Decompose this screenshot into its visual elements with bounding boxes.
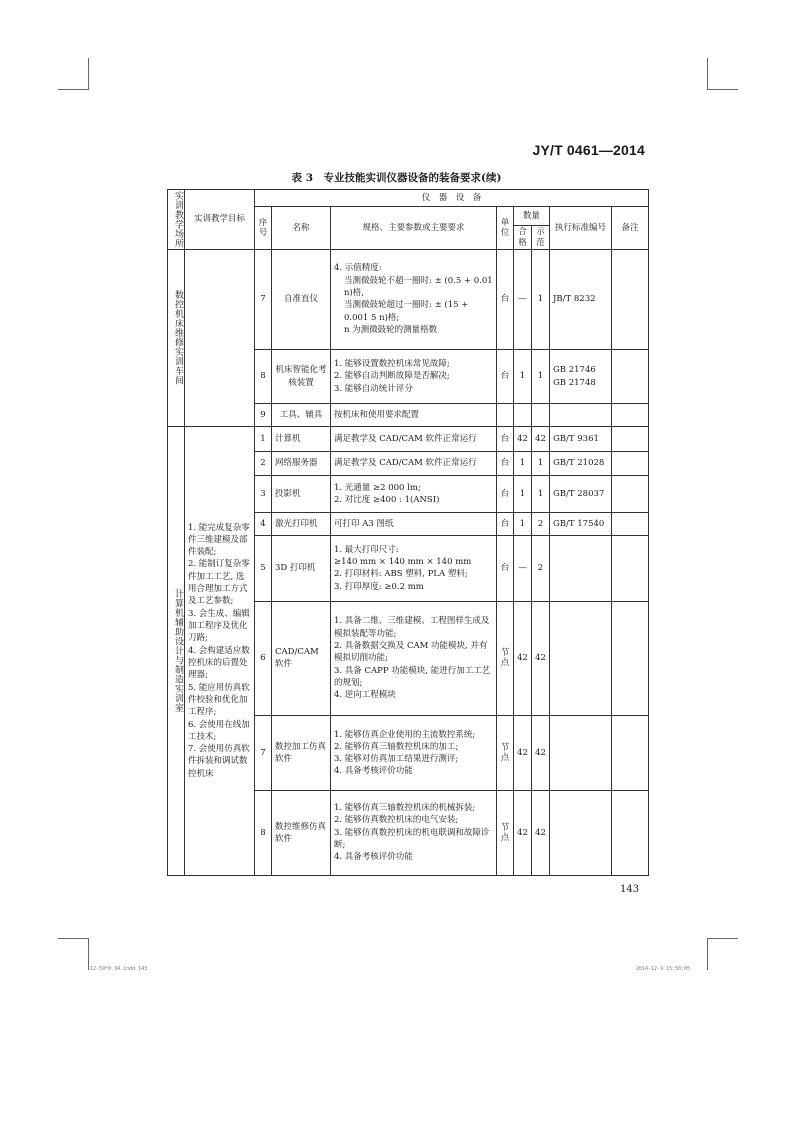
crop-mark	[88, 58, 89, 90]
row-no: 5	[255, 536, 272, 602]
row-no: 6	[255, 601, 272, 715]
note-header: 备注	[612, 207, 649, 250]
row-standard: GB/T 28037	[550, 476, 612, 513]
row-spec: 1. 能够设置数控机床常见故障; 2. 能够自动判断故障是否解决; 3. 能够自动统计评分	[331, 349, 497, 404]
row-standard: GB/T 21028	[550, 451, 612, 476]
row-demo: 1	[532, 451, 550, 476]
row-name: 3D 打印机	[272, 536, 331, 602]
row-qualified	[514, 404, 532, 427]
row-unit: 节点	[497, 791, 514, 875]
row-no: 4	[255, 513, 272, 536]
footer-file-info: 12-59*0 34.indd 143	[90, 966, 148, 972]
row-demo: 42	[532, 426, 550, 451]
row-no: 9	[255, 404, 272, 427]
page-number: 143	[620, 884, 640, 895]
row-spec: 满足教学及 CAD/CAM 软件正常运行	[331, 426, 497, 451]
row-standard: GB/T 9361	[550, 426, 612, 451]
venue-cell: 计算机辅助设计与制造实训室	[168, 426, 185, 875]
row-qualified: —	[514, 250, 532, 350]
row-demo: 42	[532, 716, 550, 791]
crop-mark	[707, 58, 708, 90]
row-no: 3	[255, 476, 272, 513]
row-demo: 42	[532, 791, 550, 875]
equipment-header: 仪 器 设 备	[255, 190, 649, 207]
row-unit: 台	[497, 349, 514, 404]
row-unit: 节点	[497, 716, 514, 791]
row-no: 8	[255, 791, 272, 875]
crop-mark	[58, 89, 88, 90]
standard-code: JY/T 0461—2014	[532, 142, 645, 158]
equipment-table	[167, 189, 649, 876]
row-name: 自准直仪	[272, 250, 331, 350]
row-qualified: —	[514, 536, 532, 602]
crop-mark	[707, 938, 708, 970]
row-demo: 1	[532, 349, 550, 404]
crop-mark	[708, 938, 738, 939]
row-note	[612, 426, 649, 451]
row-qualified: 42	[514, 426, 532, 451]
crop-mark	[708, 89, 738, 90]
row-qualified: 1	[514, 476, 532, 513]
row-no: 2	[255, 451, 272, 476]
row-unit: 台	[497, 451, 514, 476]
row-unit: 台	[497, 426, 514, 451]
row-name: 数控加工仿真软件	[272, 716, 331, 791]
standard-header: 执行标准编号	[550, 207, 612, 250]
unit-header: 单位	[497, 207, 514, 250]
row-name: 激光打印机	[272, 513, 331, 536]
row-note	[612, 349, 649, 404]
row-name: 数控维修仿真软件	[272, 791, 331, 875]
row-name: 投影机	[272, 476, 331, 513]
row-standard	[550, 601, 612, 715]
row-no: 7	[255, 250, 272, 350]
row-standard	[550, 716, 612, 791]
goal-header: 实训教学目标	[185, 190, 255, 250]
row-spec: 1. 光通量 ≥2 000 lm; 2. 对比度 ≥400 : 1(ANSI)	[331, 476, 497, 513]
no-header: 序号	[255, 207, 272, 250]
row-standard: GB/T 17540	[550, 513, 612, 536]
row-note	[612, 476, 649, 513]
row-unit: 台	[497, 250, 514, 350]
footer-timestamp: 2014-12-9 15:50:05	[636, 966, 691, 972]
row-spec: 按机床和使用要求配置	[331, 404, 497, 427]
row-spec: 1. 能够仿真三轴数控机床的机械拆装; 2. 能够仿真数控机床的电气安装; 3. 能够仿真数控机床的机电联调和故障诊断; 4. 具备考核评价功能	[331, 791, 497, 875]
row-qualified: 1	[514, 349, 532, 404]
table-row	[168, 250, 649, 350]
row-name: 工具、辅具	[272, 404, 331, 427]
row-name: 网络服务器	[272, 451, 331, 476]
row-standard	[550, 791, 612, 875]
goal-cell	[185, 250, 255, 427]
row-standard: GB 21746 GB 21748	[550, 349, 612, 404]
row-standard: JB/T 8232	[550, 250, 612, 350]
row-unit: 节点	[497, 601, 514, 715]
venue-cell: 数控机床维修实训车间	[168, 250, 185, 427]
row-demo: 2	[532, 536, 550, 602]
row-name: CAD/CAM 软件	[272, 601, 331, 715]
goal-cell: 1. 能完成复杂零件三维建模及部件装配; 2. 能制订复杂零件加工工艺, 选用合理加工方式及工艺参数; 3. 会生成、编辑加工程序及优化刀路; 4. 会构建适应数控机床的后置处理器; 5. 能应用仿真软件校验和优化加工程序; 6. 会使用在线加工技术; 7. 会使用仿真软件拆装和调试数控机床	[185, 426, 255, 875]
row-note	[612, 791, 649, 875]
row-spec: 4. 示值精度: 当测微鼓轮不超一圈时: ± (0.5 + 0.01 n)格, 当测微鼓轮超过一圈时: ± (15 + 0.001 5 n)格; n 为测微鼓轮的测量格数	[331, 250, 497, 350]
table-title: 表 3 专业技能实训仪器设备的装备要求(续)	[291, 172, 502, 184]
row-note	[612, 451, 649, 476]
row-unit: 台	[497, 513, 514, 536]
row-standard	[550, 536, 612, 602]
qualified-header: 合格	[514, 226, 532, 250]
row-unit	[497, 404, 514, 427]
row-spec: 可打印 A3 图纸	[331, 513, 497, 536]
row-name: 计算机	[272, 426, 331, 451]
row-no: 1	[255, 426, 272, 451]
row-standard	[550, 404, 612, 427]
table-row	[168, 426, 649, 451]
row-qualified: 1	[514, 451, 532, 476]
row-spec: 1. 能够仿真企业使用的主流数控系统; 2. 能够仿真三轴数控机床的加工; 3. 能够对仿真加工结果进行测评; 4. 具备考核评价功能	[331, 716, 497, 791]
row-spec: 1. 具备二维、三维建模、工程图样生成及模拟装配等功能; 2. 具备数据交换及 CAM 功能模块, 并有模拟切削功能; 3. 具备 CAPP 功能模块, 能进行加工工艺的规划; 4. 逆向工程模块	[331, 601, 497, 715]
crop-mark	[58, 938, 88, 939]
row-demo	[532, 404, 550, 427]
row-qualified: 42	[514, 716, 532, 791]
crop-mark	[88, 938, 89, 970]
row-unit: 台	[497, 476, 514, 513]
name-header: 名称	[272, 207, 331, 250]
venue-header: 实训教学场所	[168, 190, 185, 250]
row-note	[612, 250, 649, 350]
row-note	[612, 513, 649, 536]
spec-header: 规格、主要参数或主要要求	[331, 207, 497, 250]
row-demo: 1	[532, 476, 550, 513]
demo-header: 示范	[532, 226, 550, 250]
row-note	[612, 716, 649, 791]
row-qualified: 42	[514, 601, 532, 715]
row-spec: 1. 最大打印尺寸: ≥140 mm × 140 mm × 140 mm 2. 打印材料: ABS 塑料, PLA 塑料; 3. 打印厚度: ≥0.2 mm	[331, 536, 497, 602]
row-note	[612, 404, 649, 427]
row-no: 7	[255, 716, 272, 791]
row-note	[612, 536, 649, 602]
row-no: 8	[255, 349, 272, 404]
row-note	[612, 601, 649, 715]
row-spec: 满足教学及 CAD/CAM 软件正常运行	[331, 451, 497, 476]
row-qualified: 42	[514, 791, 532, 875]
row-demo: 2	[532, 513, 550, 536]
row-demo: 42	[532, 601, 550, 715]
row-qualified: 1	[514, 513, 532, 536]
quantity-header: 数量	[514, 207, 550, 226]
row-unit: 台	[497, 536, 514, 602]
row-demo: 1	[532, 250, 550, 350]
row-name: 机床智能化考核装置	[272, 349, 331, 404]
